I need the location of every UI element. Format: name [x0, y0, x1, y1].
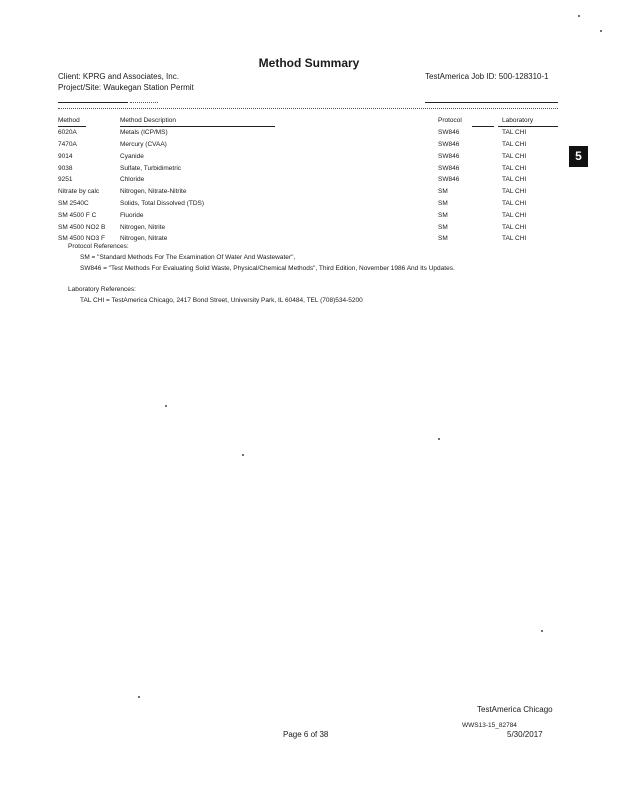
cell-laboratory: TAL CHI [502, 235, 527, 243]
cell-method: 7470A [58, 140, 77, 148]
cell-description: Nitrogen, Nitrate [120, 235, 168, 243]
cell-laboratory: TAL CHI [502, 223, 527, 231]
scan-speck [578, 15, 580, 17]
footer-date: 5/30/2017 [507, 730, 543, 739]
table-row [58, 174, 572, 186]
footer-doc-id: WWS13-15_82784 [462, 722, 517, 729]
cell-description: Nitrogen, Nitrate-Nitrite [120, 188, 187, 196]
cell-description: Cyanide [120, 152, 144, 160]
table-row [58, 198, 572, 210]
col-header-protocol: Protocol [438, 117, 462, 125]
laboratory-col-underline [498, 126, 558, 127]
cell-laboratory: TAL CHI [502, 152, 527, 160]
scan-speck [438, 438, 440, 440]
cell-description: Nitrogen, Nitrite [120, 223, 166, 231]
cell-description: Solids, Total Dissolved (TDS) [120, 199, 205, 207]
protocol-references-heading: Protocol References: [68, 243, 129, 250]
col-header-description: Method Description [120, 117, 176, 125]
cell-method: SM 4500 NO2 B [58, 223, 106, 231]
cell-method: 6020A [58, 129, 77, 137]
col-header-laboratory: Laboratory [502, 117, 534, 125]
scan-speck [541, 630, 543, 632]
table-row [58, 233, 572, 245]
table-row [58, 127, 572, 139]
laboratory-reference-item: TAL CHI = TestAmerica Chicago, 2417 Bond Street, University Park, IL 60484, TEL (708)534-5200 [80, 297, 363, 304]
table-top-dotted-rule [58, 108, 558, 109]
cell-protocol: SM [438, 235, 448, 243]
cell-description: Fluoride [120, 211, 144, 219]
cell-method: 9014 [58, 152, 73, 160]
method-summary-table [58, 115, 572, 245]
header-rule-left [58, 102, 128, 103]
cell-protocol: SW846 [438, 152, 460, 160]
cell-protocol: SM [438, 199, 448, 207]
section-tab: 5 [569, 146, 588, 167]
cell-protocol: SW846 [438, 164, 460, 172]
cell-protocol: SW846 [438, 140, 460, 148]
project-line: Project/Site: Waukegan Station Permit [58, 83, 194, 92]
cell-laboratory: TAL CHI [502, 164, 527, 172]
cell-description: Sulfate, Turbidimetric [120, 164, 182, 172]
header-dots-left [130, 102, 158, 103]
cell-laboratory: TAL CHI [502, 211, 527, 219]
cell-method: 9251 [58, 176, 73, 184]
table-row [58, 139, 572, 151]
cell-protocol: SW846 [438, 176, 460, 184]
cell-protocol: SM [438, 211, 448, 219]
scan-speck [242, 454, 244, 456]
cell-laboratory: TAL CHI [502, 176, 527, 184]
header-rule-right [425, 102, 558, 103]
description-col-underline [120, 126, 275, 127]
col-header-method: Method [58, 117, 80, 125]
cell-protocol: SM [438, 223, 448, 231]
cell-description: Metals (ICP/MS) [120, 129, 168, 137]
cell-method: SM 2540C [58, 199, 89, 207]
cell-laboratory: TAL CHI [502, 129, 527, 137]
page-title: Method Summary [258, 56, 360, 70]
scan-speck [165, 405, 167, 407]
cell-laboratory: TAL CHI [502, 188, 527, 196]
table-row [58, 150, 572, 162]
table-row [58, 221, 572, 233]
cell-protocol: SW846 [438, 129, 460, 137]
footer-lab-name: TestAmerica Chicago [477, 705, 553, 714]
cell-laboratory: TAL CHI [502, 199, 527, 207]
table-row [58, 162, 572, 174]
table-row [58, 209, 572, 221]
scan-speck [600, 30, 602, 32]
cell-method: 9038 [58, 164, 73, 172]
cell-protocol: SM [438, 188, 448, 196]
cell-laboratory: TAL CHI [502, 140, 527, 148]
scan-speck [138, 696, 140, 698]
cell-method: Nitrate by calc [58, 188, 100, 196]
protocol-reference-item: SM = "Standard Methods For The Examination Of Water And Wastewater", [80, 254, 296, 261]
cell-method: SM 4500 NO3 F [58, 235, 105, 243]
client-line: Client: KPRG and Associates, Inc. [58, 72, 179, 81]
job-id-line: TestAmerica Job ID: 500-128310-1 [425, 72, 549, 81]
method-col-underline [58, 126, 86, 127]
protocol-reference-item: SW846 = "Test Methods For Evaluating Solid Waste, Physical/Chemical Methods", Third Edition, November 1986 And Its Updates. [80, 265, 455, 272]
footer-page-number: Page 6 of 38 [283, 730, 329, 739]
table-row [58, 186, 572, 198]
cell-description: Mercury (CVAA) [120, 140, 167, 148]
cell-method: SM 4500 F C [58, 211, 97, 219]
cell-description: Chloride [120, 176, 145, 184]
laboratory-references-heading: Laboratory References: [68, 286, 136, 293]
protocol-col-underline [472, 126, 494, 127]
